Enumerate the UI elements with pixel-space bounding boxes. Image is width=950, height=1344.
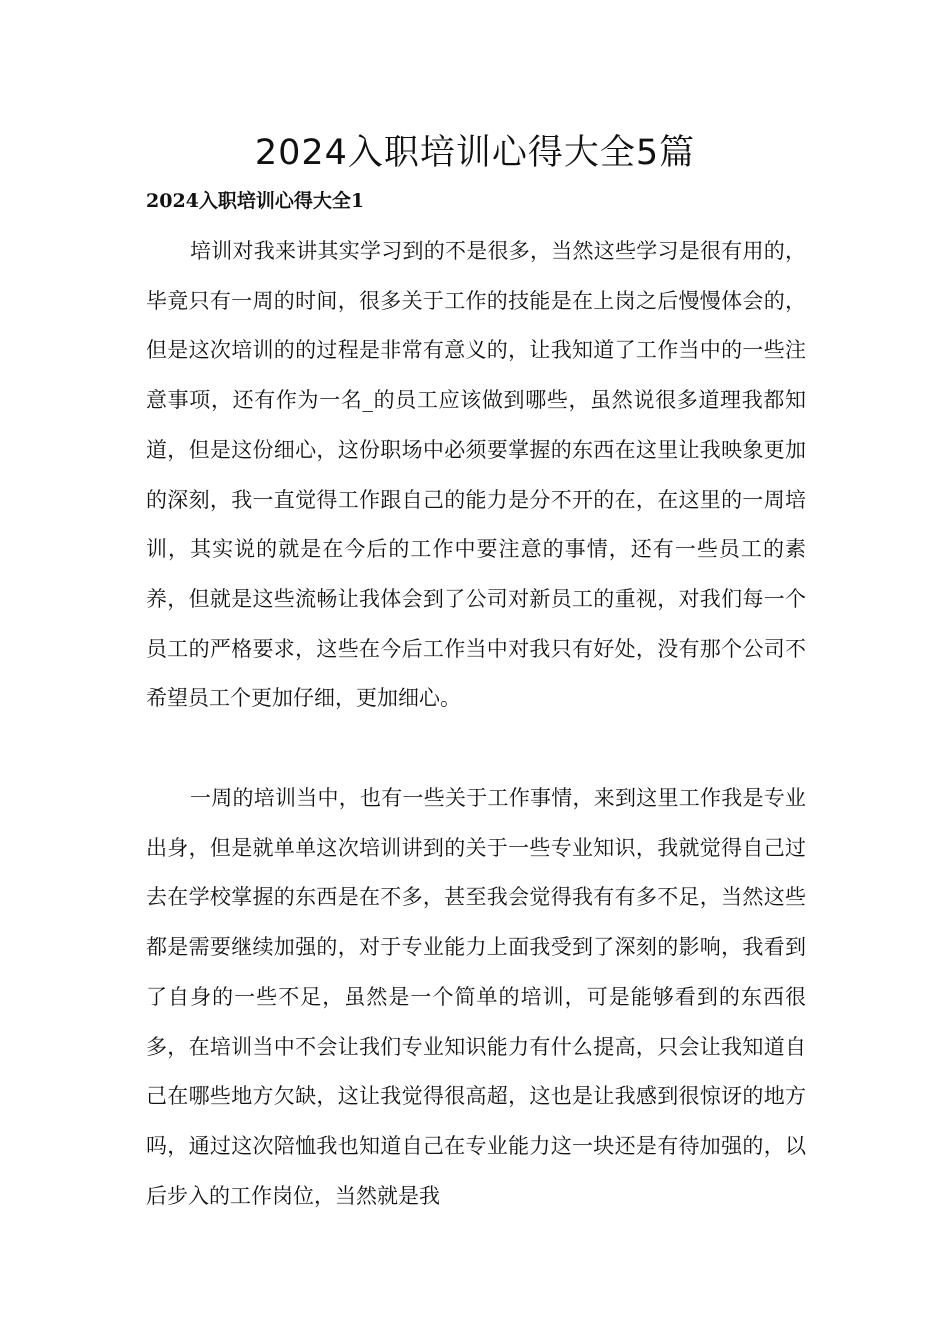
paragraph-2: 一周的培训当中，也有一些关于工作事情，来到这里工作我是专业出身，但是就单单这次培训讲到的关于一些专业知识，我就觉得自己过去在学校掌握的东西是在不多，甚至我会觉得我有有多不足，当然这些都是需要继续加强的，对于专业能力上面我受到了深刻的影响，我看到了自身的一些不足，虽然是一个简单的培训，可是能够看到的东西很多，在培训当中不会让我们专业知识能力有什么提高，只会让我知道自己在哪些地方欠缺，这让我觉得很高超，这也是让我感到很惊讶的地方吗，通过这次陪恤我也知道自己在专业能力这一块还是有待加强的，以后步入的工作岗位，当然就是我 <box>146 786 806 1208</box>
document-title: 2024入职培训心得大全5篇 <box>254 133 696 173</box>
section-heading: 2024入职培训心得大全1 <box>146 190 365 212</box>
paragraph-1: 培训对我来讲其实学习到的不是很多，当然这些学习是很有用的，毕竟只有一周的时间，很多关于工作的技能是在上岗之后慢慢体会的，但是这次培训的的过程是非常有意义的，让我知道了工作当中的一些注意事项，还有作为一名_的员工应该做到哪些，虽然说很多道理我都知道，但是这份细心，这份职场中必须要掌握的东西在这里让我映象更加的深刻，我一直觉得工作跟自己的能力是分不开的在，在这里的一周培训，其实说的就是在今后的工作中要注意的事情，还有一些员工的素养，但就是这些流畅让我体会到了公司对新员工的重视，对我们每一个员工的严格要求，这些在今后工作当中对我只有好处，没有那个公司不希望员工个更加仔细，更加细心。 <box>146 239 806 711</box>
